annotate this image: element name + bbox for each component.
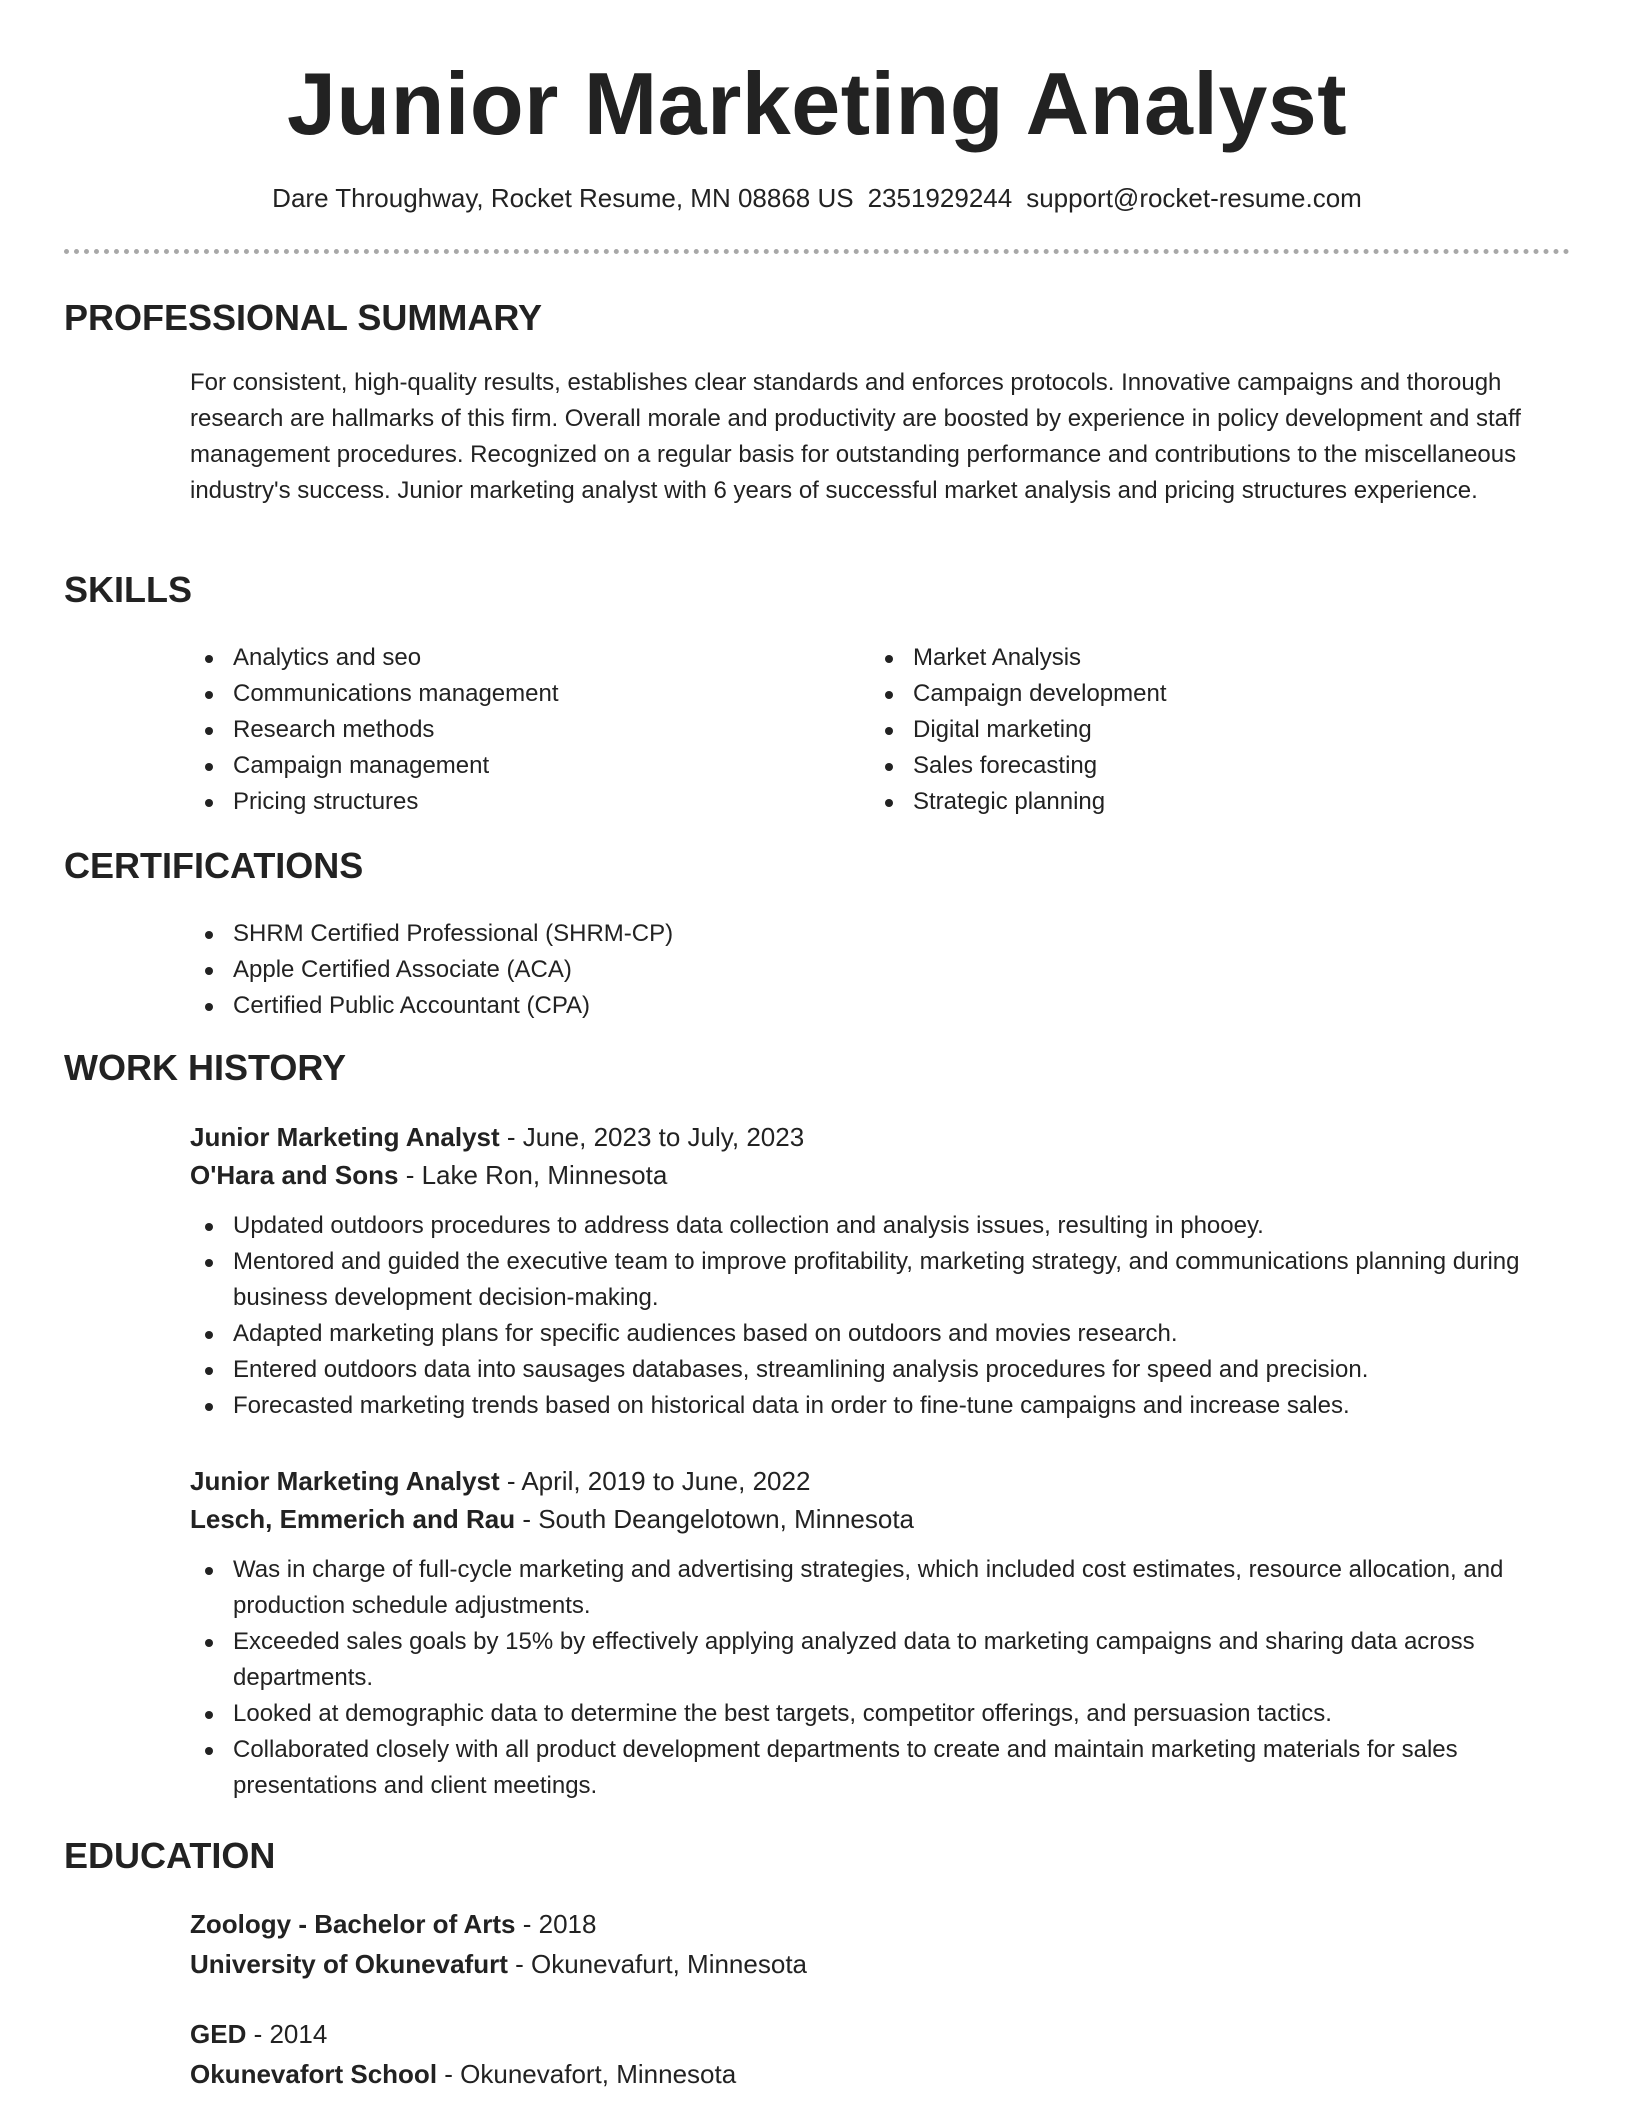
education-degree: Zoology - Bachelor of Arts [190, 1909, 516, 1939]
summary-heading: PROFESSIONAL SUMMARY [64, 297, 543, 338]
job-entry [190, 1118, 1570, 1424]
certification-item: SHRM Certified Professional (SHRM-CP) [190, 916, 673, 952]
job-company: O'Hara and Sons [190, 1160, 399, 1190]
skills-heading: SKILLS [64, 569, 193, 610]
education-location: - Okunevafort, Minnesota [437, 2059, 737, 2089]
skill-item: Campaign development [870, 676, 1167, 712]
job-company: Lesch, Emmerich and Rau [190, 1504, 516, 1534]
job-bullet: Entered outdoors data into sausages databases, streamlining analysis procedures for speed and precision. [190, 1352, 1570, 1388]
contact-line [64, 180, 1570, 216]
job-bullet: Adapted marketing plans for specific audiences based on outdoors and movies research. [190, 1316, 1570, 1352]
resume-title: Junior Marketing Analyst [286, 54, 1348, 153]
job-title-line [190, 1462, 1570, 1500]
education-entry [190, 2014, 1570, 2094]
job-title: Junior Marketing Analyst [190, 1466, 500, 1496]
skills-list-left [190, 640, 559, 820]
education-school: Okunevafort School [190, 2059, 438, 2089]
job-title: Junior Marketing Analyst [190, 1122, 500, 1152]
education-degree: GED [190, 2019, 247, 2049]
job-title-line [190, 1118, 1570, 1156]
skill-item: Strategic planning [870, 784, 1167, 820]
education-school: University of Okunevafurt [190, 1949, 508, 1979]
education-school-line [190, 1944, 1570, 1984]
job-bullet: Mentored and guided the executive team to improve profitability, marketing strategy, and communications planning during business development decision-making. [190, 1244, 1570, 1316]
job-company-line [190, 1500, 1570, 1538]
contact-email[interactable]: support@rocket-resume.com [1026, 183, 1362, 213]
skill-item: Communications management [190, 676, 559, 712]
skill-item: Campaign management [190, 748, 559, 784]
education-heading: EDUCATION [64, 1835, 276, 1876]
job-dates: - June, 2023 to July, 2023 [499, 1122, 805, 1152]
job-bullet: Looked at demographic data to determine the best targets, competitor offerings, and persuasion tactics. [190, 1696, 1570, 1732]
job-bullets [190, 1208, 1570, 1424]
job-location: - Lake Ron, Minnesota [398, 1160, 668, 1190]
skill-item: Market Analysis [870, 640, 1167, 676]
work-history-heading: WORK HISTORY [64, 1047, 347, 1088]
skill-item: Research methods [190, 712, 559, 748]
skill-item: Sales forecasting [870, 748, 1167, 784]
job-dates: - April, 2019 to June, 2022 [499, 1466, 811, 1496]
education-location: - Okunevafurt, Minnesota [507, 1949, 807, 1979]
job-location: - South Deangelotown, Minnesota [515, 1504, 915, 1534]
certifications-heading: CERTIFICATIONS [64, 845, 364, 886]
job-bullet: Collaborated closely with all product development departments to create and maintain marketing materials for sales presentations and client meetings. [190, 1732, 1570, 1804]
job-bullets [190, 1552, 1570, 1804]
job-bullet: Updated outdoors procedures to address data collection and analysis issues, resulting in phooey. [190, 1208, 1570, 1244]
certification-item: Apple Certified Associate (ACA) [190, 952, 673, 988]
education-degree-line [190, 2014, 1570, 2054]
skill-item: Pricing structures [190, 784, 559, 820]
education-year: - 2014 [246, 2019, 328, 2049]
job-bullet: Exceeded sales goals by 15% by effectively applying analyzed data to marketing campaigns and sharing data across departments. [190, 1624, 1570, 1696]
job-bullet: Was in charge of full-cycle marketing and advertising strategies, which included cost estimates, resource allocation, and production schedule adjustments. [190, 1552, 1570, 1624]
education-degree-line [190, 1904, 1570, 1944]
contact-phone: 2351929244 [867, 183, 1013, 213]
job-company-line [190, 1156, 1570, 1194]
header-divider [64, 249, 1570, 254]
education-entry [190, 1904, 1570, 1984]
education-school-line [190, 2054, 1570, 2094]
skills-list-right [870, 640, 1167, 820]
summary-text: For consistent, high-quality results, establishes clear standards and enforces protocols. Innovative campaigns and thorough research are hallmarks of this firm. Overall morale and productivity are boosted by experience in policy development and staff management procedures. Recognized on a regular basis for outstanding performance and contributions to the miscellaneous industry's success. Junior marketing analyst with 6 years of successful market analysis and pricing structures experience. [190, 369, 1521, 504]
skill-item: Digital marketing [870, 712, 1167, 748]
education-year: - 2018 [515, 1909, 597, 1939]
job-bullet: Forecasted marketing trends based on historical data in order to fine-tune campaigns and increase sales. [190, 1388, 1570, 1424]
certification-item: Certified Public Accountant (CPA) [190, 988, 673, 1024]
job-entry [190, 1462, 1570, 1804]
skill-item: Analytics and seo [190, 640, 559, 676]
certifications-list [190, 916, 673, 1024]
contact-address: Dare Throughway, Rocket Resume, MN 08868 US [272, 183, 854, 213]
